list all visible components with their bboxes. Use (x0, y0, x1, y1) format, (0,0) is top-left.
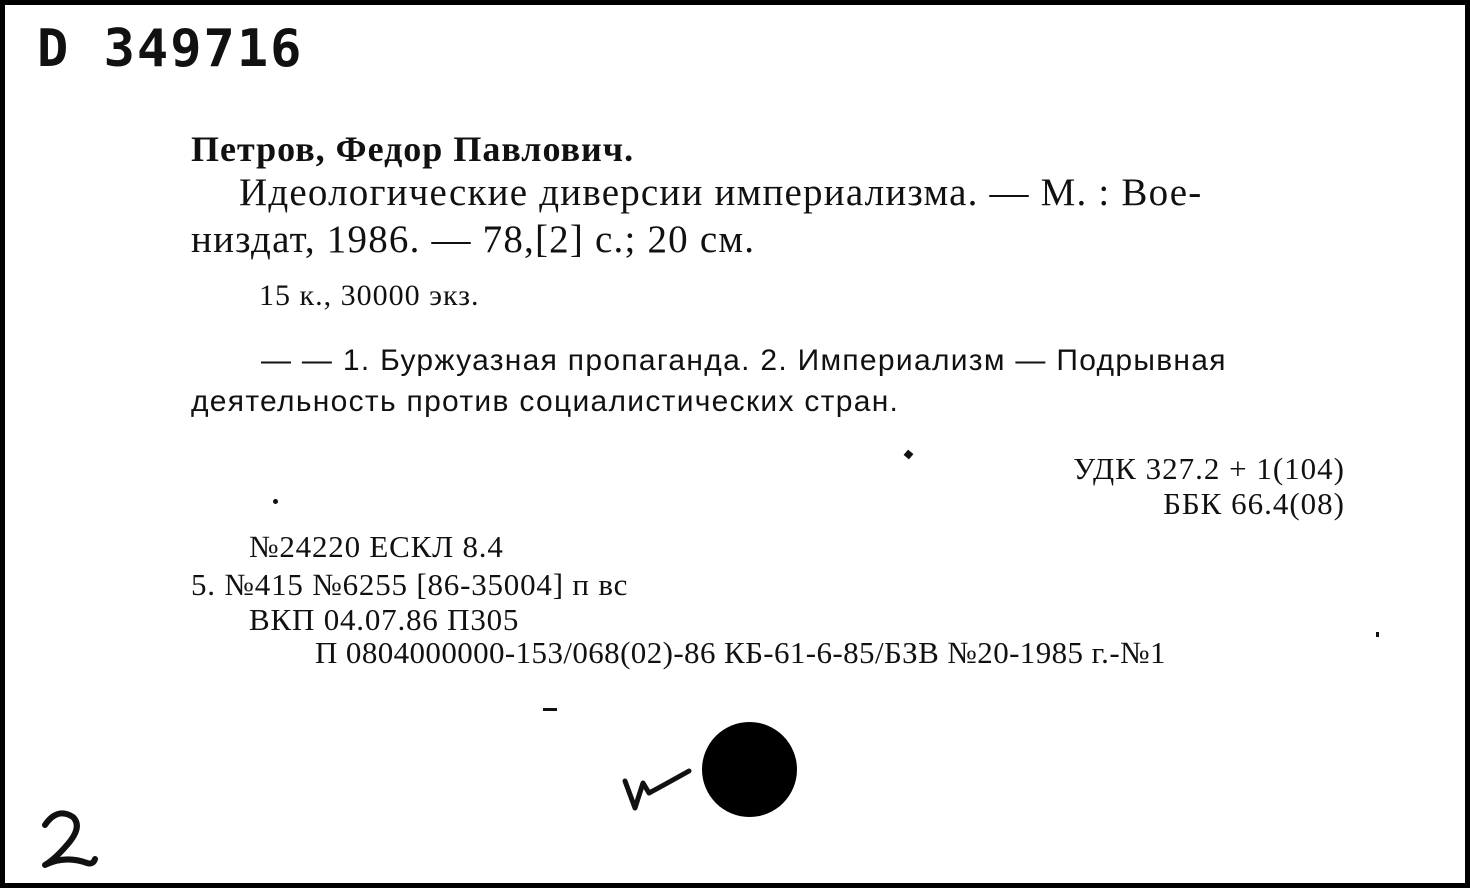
subjects-line-1: — — 1. Буржуазная пропаганда. 2. Империализм — Подрывная (261, 344, 1227, 377)
author-heading: Петров, Федор Павлович. (191, 129, 635, 169)
title-line-1: Идеологические диверсии империализма. — М. : Вое- (239, 171, 1203, 214)
title-line-2: низдат, 1986. — 78,[2] с.; 20 см. (191, 218, 756, 261)
udk-classification: УДК 327.2 + 1(104) (1073, 451, 1345, 486)
bbk-classification: ББК 66.4(08) (1163, 486, 1345, 521)
print-speck (273, 499, 278, 504)
price-print-run: 15 к., 30000 экз. (259, 279, 480, 312)
footer-line-3: ВКП 04.07.86 П305 (249, 602, 520, 637)
black-dot-stamp-icon (702, 722, 797, 817)
print-speck (904, 450, 914, 460)
footer-line-2: 5. №415 №6255 [86-35004] п вс (191, 567, 629, 602)
print-speck (543, 708, 557, 711)
check-mark-icon (619, 753, 709, 813)
subjects-line-2: деятельность против социалистических стран. (191, 385, 900, 418)
inventory-number: D 349716 (37, 19, 304, 79)
footer-line-1: №24220 ЕСКЛ 8.4 (249, 529, 504, 564)
footer-line-4: П 0804000000-153/068(02)-86 КБ-61-6-85/БЗВ №20-1985 г.-№1 (315, 635, 1166, 670)
handwritten-digit-2-icon (35, 805, 105, 875)
print-speck (1376, 632, 1379, 637)
